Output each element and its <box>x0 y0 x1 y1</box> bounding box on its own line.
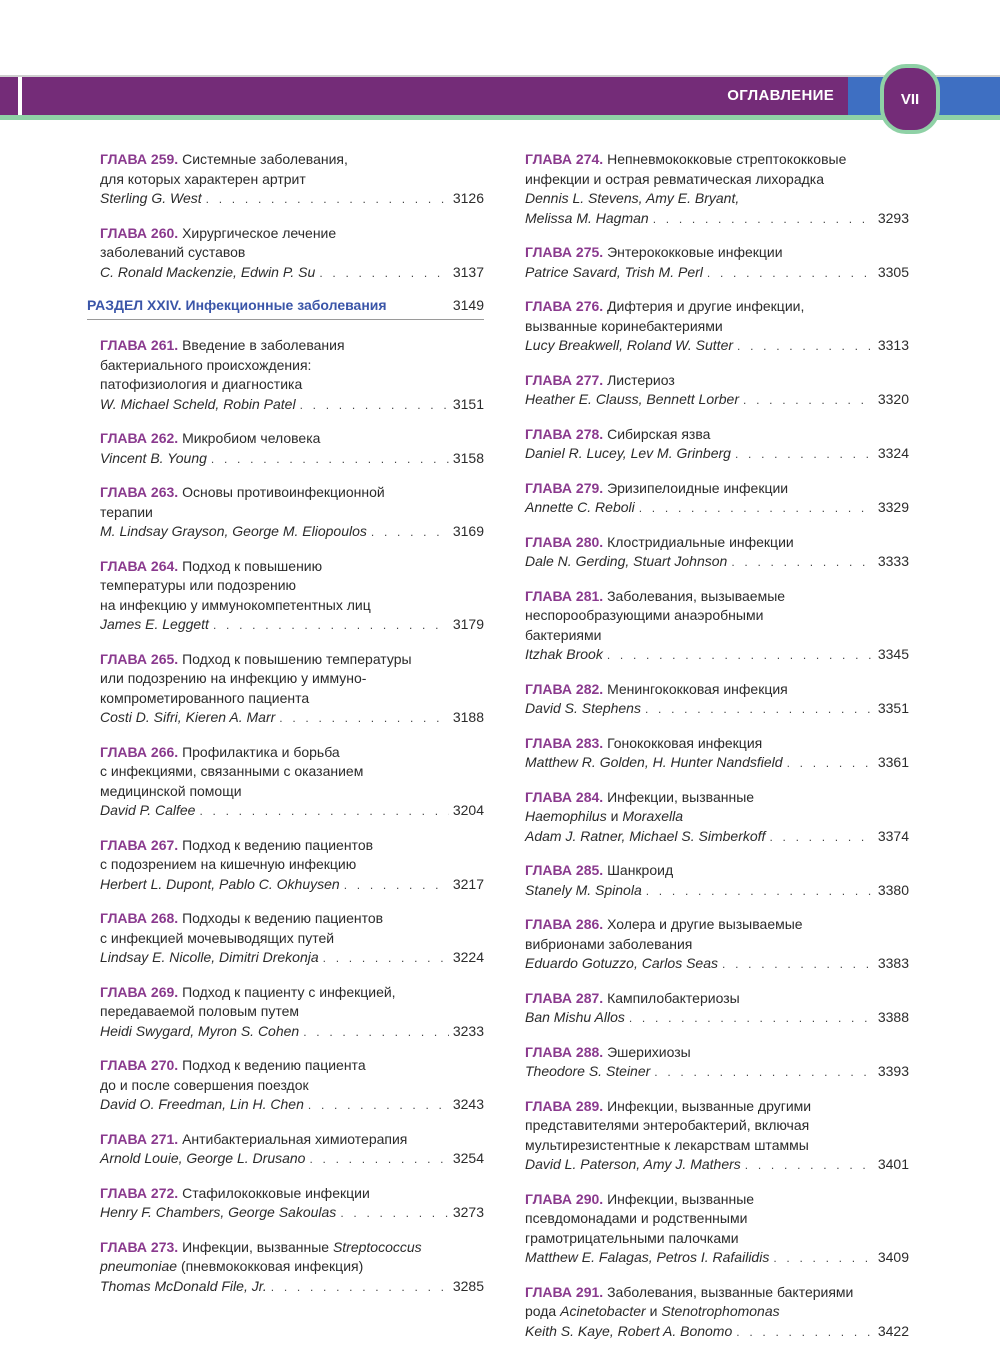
chapter-number: ГЛАВА 274. <box>525 151 608 167</box>
toc-entry-author-row <box>100 1095 484 1116</box>
toc-entry-author-row <box>525 336 909 357</box>
toc-entry-title-line: компрометированного пациента <box>100 689 310 706</box>
toc-entry-author-row <box>100 522 484 543</box>
leader-dots <box>206 190 449 210</box>
leader-dots <box>639 499 874 519</box>
toc-entry-title-line: бактериями <box>525 626 602 643</box>
toc-entry-title-line: Haemophilus и Moraxella <box>525 808 684 824</box>
chapter-number: ГЛАВА 269. <box>100 983 183 1000</box>
page-number: VII <box>900 90 920 108</box>
toc-entry[interactable] <box>525 1190 909 1269</box>
chapter-authors: Lucy Breakwell, Roland W. Sutter <box>525 337 734 353</box>
chapter-number: ГЛАВА 276. <box>525 298 608 314</box>
chapter-number: ГЛАВА 287. <box>525 989 608 1006</box>
chapter-authors: James E. Leggett <box>100 616 209 632</box>
toc-entry-title-line: заболеваний суставов <box>100 244 246 260</box>
leader-dots <box>735 445 874 465</box>
chapter-number: ГЛАВА 277. <box>525 371 608 388</box>
toc-entry-title-line: до и после совершения поездок <box>100 1076 309 1093</box>
chapter-authors: Vincent B. Young <box>100 449 207 466</box>
toc-entry[interactable] <box>525 861 909 901</box>
chapter-number: ГЛАВА 280. <box>525 533 608 550</box>
chapter-number: ГЛАВА 261. <box>100 337 183 353</box>
chapter-page-number: 3345 <box>877 646 909 662</box>
chapter-authors: Adam J. Ratner, Michael S. Simberkoff <box>525 827 766 844</box>
chapter-authors: Eduardo Gotuzzo, Carlos Seas <box>525 955 718 971</box>
chapter-authors: Arnold Louie, George L. Drusano <box>100 1150 306 1166</box>
chapter-authors: Heather E. Clauss, Bennett Lorber <box>525 391 740 407</box>
leader-dots <box>271 1278 449 1298</box>
chapter-authors: David S. Stephens <box>525 700 641 716</box>
chapter-page-number: 3179 <box>452 616 484 632</box>
leader-dots <box>646 882 874 902</box>
chapter-page-number: 3380 <box>877 881 909 898</box>
chapter-number: ГЛАВА 279. <box>525 479 608 496</box>
chapter-page-number: 3158 <box>452 449 484 466</box>
chapter-number: ГЛАВА 260. <box>100 224 183 241</box>
toc-entry-author-row <box>100 948 484 969</box>
toc-entry-title-line: ГЛАВА 273. Инфекции, вызванные Streptococcus <box>100 1238 422 1255</box>
toc-entry-title-line: ГЛАВА 291. Заболевания, вызванные бактериями <box>525 1283 854 1300</box>
toc-entry-title-line: ГЛАВА 260. Хирургическое лечение <box>100 224 337 241</box>
chapter-number: ГЛАВА 259. <box>100 151 183 167</box>
toc-entry-title-line: ГЛАВА 262. Микробиом человека <box>100 430 321 446</box>
leader-dots <box>787 754 874 774</box>
toc-entry[interactable] <box>100 483 484 543</box>
leader-dots <box>707 264 874 284</box>
chapter-page-number: 3313 <box>877 337 909 353</box>
toc-entry-author-row <box>525 1322 909 1343</box>
toc-entry-title-line: ГЛАВА 284. Инфекции, вызванные <box>525 788 755 805</box>
chapter-authors: Herbert L. Dupont, Pablo C. Okhuysen <box>100 875 340 892</box>
toc-entry-title-line: инфекции и острая ревматическая лихорадка <box>525 170 825 187</box>
toc-entry-title-line: ГЛАВА 287. Кампилобактериозы <box>525 989 740 1006</box>
chapter-authors: Annette C. Reboli <box>525 499 635 515</box>
page-title: ОГЛАВЛЕНИЕ <box>727 87 834 104</box>
toc-entry-title-line: патофизиология и диагностика <box>100 376 303 392</box>
toc-entry-title-line: вызванные коринебактериями <box>525 317 723 334</box>
toc-entry[interactable] <box>525 533 909 573</box>
leader-dots <box>340 1204 449 1224</box>
toc-group-before-section <box>100 150 484 283</box>
chapter-number: ГЛАВА 284. <box>525 788 608 805</box>
toc-entry-author-row <box>525 552 909 573</box>
toc-entry-title-line: ГЛАВА 272. Стафилококковые инфекции <box>100 1184 370 1201</box>
chapter-number: ГЛАВА 264. <box>100 557 183 574</box>
toc-entry[interactable] <box>525 425 909 465</box>
chapter-page-number: 3204 <box>452 802 484 818</box>
chapter-page-number: 3374 <box>877 827 909 844</box>
toc-entry-author-row <box>100 875 484 896</box>
chapter-page-number: 3422 <box>877 1322 909 1339</box>
leader-dots <box>773 1249 874 1269</box>
leader-dots <box>319 264 449 284</box>
toc-entry-title-line: ГЛАВА 281. Заболевания, вызываемые <box>525 587 786 604</box>
toc-entry-author-row <box>525 753 909 774</box>
toc-entry-title-line: ГЛАВА 283. Гонококковая инфекция <box>525 734 763 751</box>
leader-dots <box>344 876 449 896</box>
chapter-authors: W. Michael Scheld, Robin Patel <box>100 395 296 412</box>
toc-entry-author-row <box>525 390 909 411</box>
chapter-number: ГЛАВА 271. <box>100 1130 183 1147</box>
leader-dots <box>371 523 449 543</box>
leader-dots <box>745 1156 874 1176</box>
toc-entry-title-line: ГЛАВА 269. Подход к пациенту с инфекцией, <box>100 983 396 1000</box>
chapter-page-number: 3351 <box>877 700 909 716</box>
toc-entry-title-line: для которых характерен артрит <box>100 170 306 187</box>
toc-entry-title-line: ГЛАВА 288. Эшерихиозы <box>525 1043 691 1060</box>
chapter-page-number: 3285 <box>452 1277 484 1294</box>
chapter-page-number: 3320 <box>877 391 909 407</box>
section-page-number: 3149 <box>452 297 484 313</box>
toc-entry-title-line: с подозрением на кишечную инфекцию <box>100 856 357 872</box>
chapter-authors: Melissa M. Hagman <box>525 209 649 226</box>
toc-entry-author-row <box>100 189 484 210</box>
chapter-page-number: 3409 <box>877 1249 909 1265</box>
leader-dots <box>645 700 874 720</box>
chapter-page-number: 3273 <box>452 1204 484 1220</box>
leader-dots <box>736 1323 874 1343</box>
toc-entry[interactable] <box>100 150 484 210</box>
toc-group-right <box>525 150 909 1342</box>
toc-entry-title-line: мультирезистентные к лекарствам штаммы <box>525 1136 809 1153</box>
toc-entry-author-row <box>100 263 484 284</box>
toc-group-after-section <box>100 336 484 1297</box>
chapter-authors: David L. Paterson, Amy J. Mathers <box>525 1156 741 1172</box>
toc-entry-title-line: ГЛАВА 267. Подход к ведению пациентов <box>100 836 374 853</box>
toc-entry-author-row <box>525 699 909 720</box>
toc-entry-title-line: ГЛАВА 275. Энтерококковые инфекции <box>525 244 783 260</box>
toc-entry[interactable] <box>525 371 909 411</box>
chapter-page-number: 3217 <box>452 875 484 892</box>
toc-entry-author-row <box>525 498 909 519</box>
toc-entry-title-line: терапии <box>100 503 153 520</box>
toc-entry-title-line: с инфекцией мочевыводящих путей <box>100 929 335 946</box>
chapter-page-number: 3333 <box>877 553 909 569</box>
toc-entry[interactable] <box>525 680 909 720</box>
section-label: РАЗДЕЛ XXIV. <box>87 297 182 313</box>
leader-dots <box>722 955 874 975</box>
chapter-page-number: 3233 <box>452 1022 484 1039</box>
toc-entry[interactable] <box>100 557 484 636</box>
chapter-number: ГЛАВА 288. <box>525 1043 608 1060</box>
toc-entry[interactable] <box>100 429 484 469</box>
chapter-page-number: 3361 <box>877 754 909 770</box>
chapter-number: ГЛАВА 273. <box>100 1238 183 1255</box>
toc-entry-title-line: ГЛАВА 271. Антибактериальная химиотерапия <box>100 1130 408 1147</box>
toc-entry-title-line: ГЛАВА 264. Подход к повышению <box>100 557 323 574</box>
toc-entry[interactable] <box>525 734 909 774</box>
toc-entry-title-line: рода Acinetobacter и Stenotrophomonas <box>525 1303 780 1319</box>
toc-entry-title-line: pneumoniae (пневмококковая инфекция) <box>100 1258 364 1274</box>
toc-entry-author-row <box>525 263 909 284</box>
toc-entry-author-row <box>525 1062 909 1083</box>
toc-entry-title-line: Dennis L. Stevens, Amy E. Bryant, <box>525 190 740 206</box>
toc-entry-author-row <box>100 615 484 636</box>
leader-dots <box>213 616 449 636</box>
toc-entry[interactable] <box>525 788 909 848</box>
chapter-page-number: 3254 <box>452 1150 484 1166</box>
section-title: Инфекционные заболевания <box>185 297 387 313</box>
chapter-page-number: 3329 <box>877 499 909 515</box>
chapter-page-number: 3401 <box>877 1156 909 1172</box>
chapter-number: ГЛАВА 267. <box>100 836 183 853</box>
chapter-authors: Dale N. Gerding, Stuart Johnson <box>525 553 728 569</box>
leader-dots <box>653 210 874 230</box>
leader-dots <box>300 396 449 416</box>
chapter-page-number: 3324 <box>877 445 909 461</box>
chapter-page-number: 3224 <box>452 949 484 965</box>
page-number-badge <box>880 64 940 134</box>
toc-entry-title-line: ГЛАВА 278. Сибирская язва <box>525 425 711 442</box>
toc-entry-title-line: или подозрению на инфекцию у иммуно- <box>100 670 367 686</box>
toc-entry-author-row <box>525 1008 909 1029</box>
leader-dots <box>308 1096 449 1116</box>
leader-dots <box>629 1009 874 1029</box>
toc-entry-author-row <box>525 209 909 230</box>
toc-entry-title-line: ГЛАВА 274. Непневмококковые стрептококковые <box>525 151 847 167</box>
toc-entry-title-line: ГЛАВА 270. Подход к ведению пациента <box>100 1057 366 1073</box>
toc-entry-title-line: ГЛАВА 263. Основы противоинфекционной <box>100 484 385 500</box>
chapter-authors: Theodore S. Steiner <box>525 1063 651 1079</box>
chapter-number: ГЛАВА 266. <box>100 743 183 760</box>
toc-entry[interactable] <box>525 1043 909 1083</box>
toc-entry-title-line: ГЛАВА 279. Эризипелоидные инфекции <box>525 479 789 496</box>
toc-entry-title-line: передаваемой половым путем <box>100 1003 299 1019</box>
chapter-page-number: 3169 <box>452 523 484 539</box>
toc-entry-author-row <box>525 645 909 666</box>
chapter-authors: David O. Freedman, Lin H. Chen <box>100 1096 304 1112</box>
chapter-authors: Keith S. Kaye, Robert A. Bonomo <box>525 1322 733 1339</box>
chapter-number: ГЛАВА 283. <box>525 734 608 751</box>
chapter-authors: Daniel R. Lucey, Lev M. Grinberg <box>525 445 731 461</box>
leader-dots <box>607 646 874 666</box>
toc-entry-author-row <box>100 1149 484 1170</box>
chapter-authors: Lindsay E. Nicolle, Dimitri Drekonja <box>100 949 319 965</box>
toc-entry-title-line: псевдомонадами и родственными <box>525 1210 748 1226</box>
toc-entry[interactable] <box>100 983 484 1043</box>
leader-dots <box>769 828 873 848</box>
toc-entry-author-row <box>100 395 484 416</box>
chapter-number: ГЛАВА 289. <box>525 1097 608 1114</box>
toc-entry-title-line: медицинской помощи <box>100 782 242 799</box>
chapter-page-number: 3393 <box>877 1063 909 1079</box>
header-green-rule <box>0 115 1000 120</box>
section-heading[interactable] <box>87 297 484 320</box>
chapter-number: ГЛАВА 270. <box>100 1057 183 1073</box>
chapter-page-number: 3137 <box>452 263 484 280</box>
toc-entry-title-line: ГЛАВА 282. Менингококковая инфекция <box>525 680 788 697</box>
toc-entry[interactable] <box>100 1238 484 1298</box>
header-band <box>22 77 848 115</box>
toc-entry-title-line: ГЛАВА 277. Листериоз <box>525 371 675 388</box>
toc-entry-author-row <box>100 449 484 470</box>
toc-entry-title-line: грамотрицательными палочками <box>525 1229 739 1246</box>
toc-entry-author-row <box>525 881 909 902</box>
toc-entry-title-line: ГЛАВА 289. Инфекции, вызванные другими <box>525 1097 812 1114</box>
toc-entry[interactable] <box>525 243 909 283</box>
toc-entry[interactable] <box>525 915 909 975</box>
toc-entry-title-line: ГЛАВА 259. Системные заболевания, <box>100 151 348 167</box>
chapter-authors: M. Lindsay Grayson, George M. Eliopoulos <box>100 523 367 539</box>
toc-entry-title-line: представителями энтеробактерий, включая <box>525 1117 810 1133</box>
chapter-number: ГЛАВА 290. <box>525 1190 608 1207</box>
toc-entry-author-row <box>525 1155 909 1176</box>
chapter-page-number: 3151 <box>452 395 484 412</box>
chapter-authors: Itzhak Brook <box>525 646 603 662</box>
chapter-authors: Stanely M. Spinola <box>525 881 642 898</box>
chapter-number: ГЛАВА 282. <box>525 680 608 697</box>
toc-entry-author-row <box>525 444 909 465</box>
toc-entry-author-row <box>525 1248 909 1269</box>
toc-entry[interactable] <box>525 479 909 519</box>
chapter-page-number: 3305 <box>877 263 909 280</box>
chapter-authors: David P. Calfee <box>100 802 196 818</box>
chapter-number: ГЛАВА 263. <box>100 484 183 500</box>
toc-entry-author-row <box>100 801 484 822</box>
chapter-authors: Heidi Swygard, Myron S. Cohen <box>100 1022 300 1039</box>
chapter-number: ГЛАВА 262. <box>100 430 183 446</box>
chapter-authors: Matthew E. Falagas, Petros I. Rafailidis <box>525 1249 770 1265</box>
chapter-number: ГЛАВА 272. <box>100 1184 183 1201</box>
toc-entry[interactable] <box>100 1130 484 1170</box>
toc-entry-title-line: бактериального происхождения: <box>100 356 312 373</box>
toc-entry-title-line: ГЛАВА 290. Инфекции, вызванные <box>525 1190 755 1207</box>
leader-dots <box>279 709 449 729</box>
toc-entry[interactable] <box>525 1283 909 1343</box>
chapter-number: ГЛАВА 278. <box>525 425 608 442</box>
leader-dots <box>743 391 874 411</box>
chapter-authors: Matthew R. Golden, H. Hunter Nandsfield <box>525 754 783 770</box>
toc-entry-title-line: ГЛАВА 261. Введение в заболевания <box>100 337 345 353</box>
chapter-page-number: 3188 <box>452 709 484 725</box>
toc-entry-title-line: температуры или подозрению <box>100 577 297 593</box>
toc-entry-title-line: ГЛАВА 265. Подход к повышению температуры <box>100 650 412 667</box>
chapter-number: ГЛАВА 291. <box>525 1283 608 1300</box>
toc-entry[interactable] <box>525 989 909 1029</box>
toc-entry-author-row <box>525 827 909 848</box>
toc-entry[interactable] <box>100 743 484 822</box>
chapter-authors: C. Ronald Mackenzie, Edwin P. Su <box>100 263 316 280</box>
toc-entry-title-line: с инфекциями, связанными с оказанием <box>100 763 364 779</box>
toc-entry-author-row <box>100 708 484 729</box>
chapter-authors: Costi D. Sifri, Kieren A. Marr <box>100 709 276 725</box>
toc-left-column <box>87 150 484 1311</box>
toc-entry[interactable] <box>525 297 909 357</box>
chapter-number: ГЛАВА 286. <box>525 916 608 932</box>
leader-dots <box>211 450 449 470</box>
chapter-number: ГЛАВА 275. <box>525 244 608 260</box>
leader-dots <box>303 1023 449 1043</box>
toc-entry[interactable] <box>525 1097 909 1176</box>
leader-dots <box>309 1150 448 1170</box>
chapter-page-number: 3388 <box>877 1009 909 1025</box>
leader-dots <box>731 553 874 573</box>
leader-dots <box>737 337 874 357</box>
toc-entry[interactable] <box>100 1184 484 1224</box>
toc-entry-title-line: на инфекцию у иммунокомпетентных лиц <box>100 596 371 613</box>
chapter-number: ГЛАВА 265. <box>100 650 183 667</box>
chapter-authors: Henry F. Chambers, George Sakoulas <box>100 1204 337 1220</box>
header-left-stub <box>0 77 18 115</box>
leader-dots <box>323 949 449 969</box>
toc-entry[interactable] <box>525 587 909 666</box>
toc-entry-author-row <box>100 1022 484 1043</box>
toc-entry[interactable] <box>100 909 484 969</box>
chapter-page-number: 3243 <box>452 1096 484 1112</box>
chapter-authors: Sterling G. West <box>100 190 202 206</box>
chapter-number: ГЛАВА 268. <box>100 910 183 926</box>
chapter-page-number: 3293 <box>877 209 909 226</box>
toc-entry[interactable] <box>100 650 484 729</box>
leader-dots <box>654 1063 874 1083</box>
toc-entry-title-line: ГЛАВА 285. Шанкроид <box>525 862 674 878</box>
toc-entry[interactable] <box>100 224 484 284</box>
chapter-authors: Thomas McDonald File, Jr. <box>100 1277 267 1294</box>
toc-entry-title-line: вибрионами заболевания <box>525 935 693 952</box>
chapter-authors: Patrice Savard, Trish M. Perl <box>525 263 703 280</box>
toc-entry[interactable] <box>100 336 484 415</box>
toc-entry-title-line: ГЛАВА 268. Подходы к ведению пациентов <box>100 910 384 926</box>
chapter-number: ГЛАВА 281. <box>525 587 608 604</box>
chapter-number: ГЛАВА 285. <box>525 862 608 878</box>
toc-entry-title-line: ГЛАВА 266. Профилактика и борьба <box>100 743 340 760</box>
chapter-page-number: 3126 <box>452 190 484 206</box>
toc-entry-author-row <box>525 954 909 975</box>
toc-entry-title-line: неспорообразующими анаэробными <box>525 607 764 623</box>
toc-right-column <box>525 150 909 1356</box>
toc-entry-author-row <box>100 1203 484 1224</box>
toc-entry[interactable] <box>525 150 909 229</box>
chapter-page-number: 3383 <box>877 955 909 971</box>
toc-entry[interactable] <box>100 1056 484 1116</box>
toc-entry-title-line: ГЛАВА 276. Дифтерия и другие инфекции, <box>525 298 805 314</box>
chapter-authors: Ban Mishu Allos <box>525 1009 625 1025</box>
toc-entry[interactable] <box>100 836 484 896</box>
toc-entry-title-line: ГЛАВА 286. Холера и другие вызываемые <box>525 916 803 932</box>
toc-entry-title-line: ГЛАВА 280. Клостридиальные инфекции <box>525 533 794 550</box>
leader-dots <box>199 802 448 822</box>
toc-entry-author-row <box>100 1277 484 1298</box>
